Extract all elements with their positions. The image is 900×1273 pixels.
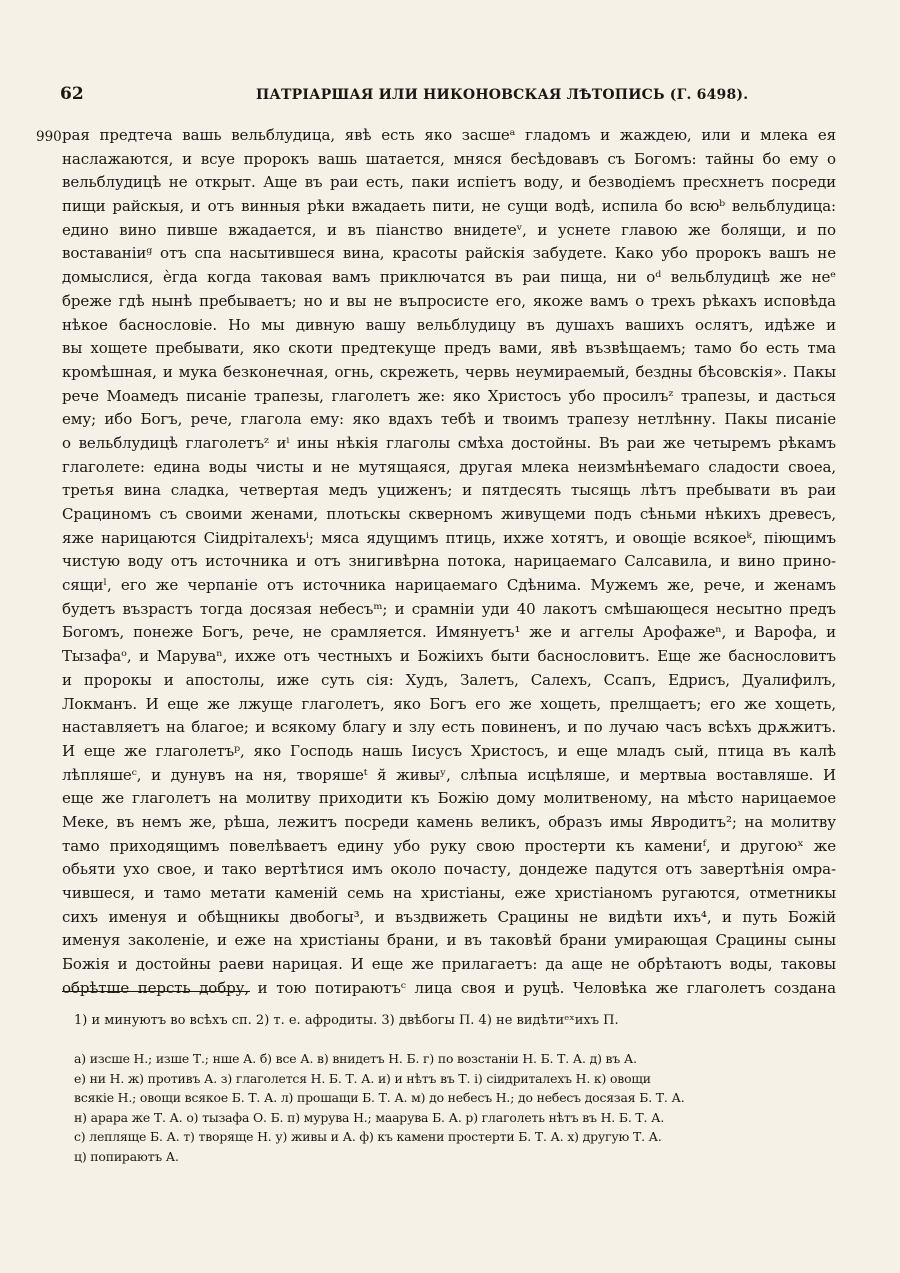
text-line: кромѣшная, и мука безконечная, огнь, скрежеть, червь неумираемый, бездны бѣсовскія». Пакы — [62, 362, 836, 381]
text-line: чистую воду отъ источника и отъ знигивѣрна потока, нарицаемаго Салсавила, и вино прино- — [62, 552, 836, 571]
text-line: сихъ именуя и обѣщникы двобогы³, и въздвижеть Срацины не видѣти ихъ⁴, и путь Божій — [62, 907, 836, 926]
running-head: ПАТРІАРШАЯ ИЛИ НИКОНОВСКАЯ ЛѢТОПИСЬ (Г. 6498). — [256, 87, 749, 103]
text-line: рече Моамедъ писаніе трапезы, глаголетъ же: яко Христосъ убо просилъᶻ трапезы, и дасться — [62, 386, 836, 405]
variant-line: ц) попираютъ А. — [74, 1148, 179, 1164]
text-line: обрѣтше персть добру, и тою потираютъᶜ лица своя и руцѣ. Человѣка же глаголетъ создана — [62, 978, 836, 997]
text-line: глаголете: едина воды чисты и не мутящаяся, другая млека неизмѣнѣемаго сладости своеа, — [62, 457, 836, 476]
text-line: Меке, въ немъ же, рѣша, лежитъ посреди камень великъ, образъ имы Явродитъ²; на молитву — [62, 812, 836, 831]
text-line: Локманъ. И еще же лжущe глаголетъ, яко Богъ его же хощеть, прелщаетъ; его же хощеть, — [62, 694, 836, 713]
text-line: чившеся, и тамо метати каменій семь на христіаны, еже христіаномъ ругаются, отметникы — [62, 884, 836, 902]
text-line: третья вина сладка, четвертая медъ уциженъ; и пятдесять тысящь лѣтъ пребывати въ раи — [62, 481, 836, 500]
text-line: воставаніиᵍ отъ спа насытившеся вина, красоты райскія забудете. Како убо пророкъ вашъ не — [62, 244, 836, 263]
variant-line: с) лепляще Б. А. т) творяще Н. у) живы и А. ф) къ камени простерти Б. Т. А. х) другую Т. А. — [74, 1129, 662, 1145]
text-line: Божія и достойны раеви нарицая. И еще же прилагаетъ: да аще не обрѣтаютъ воды, таковы — [62, 955, 836, 974]
text-line: яже нарицаются Сіидріталехъⁱ; мяса ядущимъ птиць, ихже хотятъ, и овощіе всякоеᵏ, піющимъ — [62, 528, 836, 547]
text-line: пищи райскыя, и отъ винныя рѣки вжадаеть пити, не сущи водѣ, испила бо всюᵇ вельблудица: — [62, 197, 836, 216]
text-line: сящиˡ, его же черпаніе отъ источника нарицаемаго Сдѣнима. Мужемъ же, рече, и женамъ — [62, 576, 836, 595]
text-line: наставляетъ на благое; и всякому благу и злу есть повиненъ, и по лучаю часъ всѣхъ дрѫжитъ. — [62, 718, 836, 737]
variant-line: е) ни Н. ж) противъ А. з) глаголется Н. Б. Т. А. и) и нѣтъ въ Т. і) сіидриталехъ Н. к) овощи — [74, 1070, 651, 1086]
text-line: наслажаются, и всуе пророкъ вашь шатается, мняся бесѣдовавъ съ Богомъ: тайны бо ему о — [62, 149, 836, 168]
text-line: именуя заколеніе, и еже на христіаны брани, и въ таковѣй брани умирающая Срацины сыны — [62, 931, 836, 950]
text-line: вельблудицѣ не открыт. Аще въ раи есть, паки испіетъ воду, и безводіемъ пресхнетъ посреди — [62, 173, 836, 192]
variant-line: н) арара же Т. А. о) тызафа О. Б. п) мурува Н.; маарува Б. А. р) глаголеть нѣтъ въ Н. Б. Т. А. — [74, 1109, 665, 1125]
text-line: еще же глаголетъ на молитву приходити къ Божію дому молитвеному, на мѣсто нарицаемое — [62, 789, 836, 808]
text-line: о вельблудицѣ глаголетъᶻ иⁱ ины нѣкія глаголы смѣха достойны. Въ раи же четыремъ рѣкамъ — [62, 433, 836, 452]
margin-line-number: 990 — [36, 129, 62, 145]
text-line: едино вино пивше вжадается, и въ піанство внидетеᵛ, и уснете главою же болящи, и по — [62, 220, 836, 239]
text-line: лѣпляшеᶜ, и дунувъ на ня, творяшеᵗ я̆ живыʸ, слѣпыа исцѣляше, и мертвыа воставляше. И — [62, 765, 836, 784]
text-line: Богомъ, понеже Богъ, рече, не срамляется. Имянуетъ¹ же и аггелы Арофажеⁿ, и Варофа, и — [62, 623, 836, 642]
text-line: вы хощете пребывати, яко скоти предтекуще предъ вами, явѣ възвѣщаемъ; тамо бо есть тма — [62, 339, 836, 358]
page-number: 62 — [60, 84, 84, 104]
text-line: домыслися, ѐгда когда таковая вамъ приключатся въ раи пища, ни оᵈ вельблудицѣ же неᵉ — [62, 268, 836, 287]
text-line: нѣкое баснословіе. Но мы дивную вашу вельблудицу въ душахъ вашихъ ослятъ, идѣже и — [62, 315, 836, 334]
text-line: И еще же глаголетъᵖ, яко Господь нашь Іисусъ Христосъ, и еще младъ сый, птица въ калѣ — [62, 741, 836, 760]
variant-line: всякіе Н.; овощи всякое Б. Т. А. л) прошащи Б. Т. А. м) до небесъ Н.; до небесъ досязая Б. Т. А. — [74, 1090, 685, 1106]
page-header — [60, 84, 840, 112]
text-line: будетъ възрастъ тогда досязая небесъᵐ; и срамніи уди 40 лакотъ смѣшающеся несытно предъ — [62, 599, 836, 618]
text-line: рая предтеча вашь вельблудица, явѣ есть яко засшеᵃ гладомъ и жаждею, или и млека ея — [62, 126, 836, 144]
text-line: Срациномъ съ своими женами, плотьскы скверномъ живущеми подъ сѣньми нѣкихъ древесъ, — [62, 505, 836, 523]
footnotes — [74, 1011, 834, 1031]
main-text — [36, 124, 836, 1000]
footnote-divider — [62, 991, 250, 992]
text-line: тамо приходящимъ повелѣваетъ едину убо руку свою простерти къ камениᶠ, и другоюˣ же — [62, 836, 836, 855]
footnote-line: 1) и минуютъ во всѣхъ сп. 2) т. е. афродиты. 3) двѣбогы П. 4) не видѣтиᵉˣихъ П. — [74, 1013, 619, 1028]
body-text — [62, 124, 836, 1000]
text-line: ему; ибо Богъ, рече, глагола ему: яко вдахъ тебѣ и твоимъ трапезу нетлѣнну. Пакы писаніе — [62, 410, 836, 429]
variant-line: а) изсше Н.; изше Т.; нше А. б) все А. в) внидетъ Н. Б. г) по возстаніи Н. Б. Т. А. д) въ А. — [74, 1051, 637, 1066]
text-line: обьяти ухо свое, и тако вертѣтися имъ около почасту, дондеже падутся отъ завертѣнія омра- — [62, 860, 836, 879]
text-line: и пророкы и апостолы, иже суть сія: Худъ, Залетъ, Салехъ, Ссапъ, Едрисъ, Дуалифилъ, — [62, 670, 836, 689]
text-line: Тызафаᵒ, и Маруваⁿ, ихже отъ честныхъ и Божіихъ быти баснословитъ. Еще же баснословитъ — [62, 647, 836, 666]
text-line: брeже гдѣ нынѣ пребываетъ; но и вы не въпросисте его, якоже вамъ о трехъ рѣкахъ исповѣда — [62, 291, 836, 310]
variant-readings — [74, 1049, 844, 1167]
